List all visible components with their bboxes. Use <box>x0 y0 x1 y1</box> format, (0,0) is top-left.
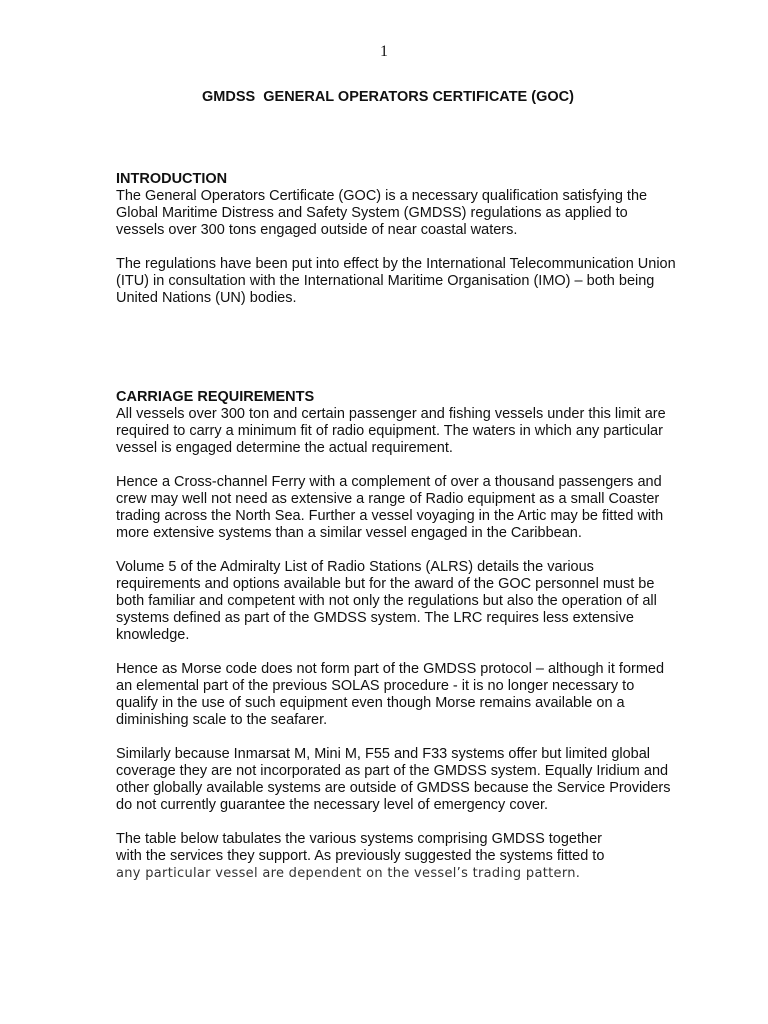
carriage-paragraph-2: Hence a Cross-channel Ferry with a complement of over a thousand passengers and crew may well not need as extensive a range of Radio equipment as a small Coaster trading across the North Sea. Further a vessel voyaging in the Artic may be fitted with more extensive systems than a similar vessel engaged in the Caribbean. <box>116 474 664 541</box>
carriage-paragraph-5: Similarly because Inmarsat M, Mini M, F55 and F33 systems offer but limited global coverage they are not incorporated as part of the GMDSS system. Equally Iridium and other globally available systems are outside of GMDSS because the Service Providers do not currently guarantee the necessary level of emergency cover. <box>116 746 671 813</box>
carriage-requirements-heading: CARRIAGE REQUIREMENTS <box>116 389 315 405</box>
introduction-heading: INTRODUCTION <box>116 171 228 187</box>
carriage-requirements-section <box>116 389 676 882</box>
carriage-paragraph-6-line-1: The table below tabulates the various systems comprising GMDSS together <box>116 831 602 847</box>
carriage-paragraph-6 <box>116 831 676 882</box>
document-title: GMDSS GENERAL OPERATORS CERTIFICATE (GOC) <box>202 89 574 105</box>
carriage-paragraph-6-line-2: with the services they support. As previously suggested the systems fitted to <box>116 848 605 864</box>
introduction-paragraph-2: The regulations have been put into effect by the International Telecommunication Union (ITU) in consultation with the International Maritime Organisation (IMO) – both being United Nations (UN) bodies. <box>116 256 676 306</box>
introduction-section <box>116 171 676 307</box>
carriage-paragraph-3: Volume 5 of the Admiralty List of Radio Stations (ALRS) details the various requirements and options available but for the award of the GOC personnel must be both familiar and competent with not only the regulations but also the operation of all systems defined as part of the GMDSS system. The LRC requires less extensive knowledge. <box>116 559 657 643</box>
introduction-paragraph-1: The General Operators Certificate (GOC) is a necessary qualification satisfying the Global Maritime Distress and Safety System (GMDSS) regulations as applied to vessels over 300 tons engaged outside of near coastal waters. <box>116 188 648 238</box>
page-number: 1 <box>380 43 388 60</box>
carriage-paragraph-6-line-3: any particular vessel are dependent on the vessel’s trading pattern. <box>116 866 581 881</box>
carriage-paragraph-4: Hence as Morse code does not form part of the GMDSS protocol – although it formed an elemental part of the previous SOLAS procedure - it is no longer necessary to qualify in the use of such equipment even though Morse remains available on a diminishing scale to the seafarer. <box>116 661 665 728</box>
carriage-paragraph-1: All vessels over 300 ton and certain passenger and fishing vessels under this limit are required to carry a minimum fit of radio equipment. The waters in which any particular vessel is engaged determine the actual requirement. <box>116 406 666 456</box>
